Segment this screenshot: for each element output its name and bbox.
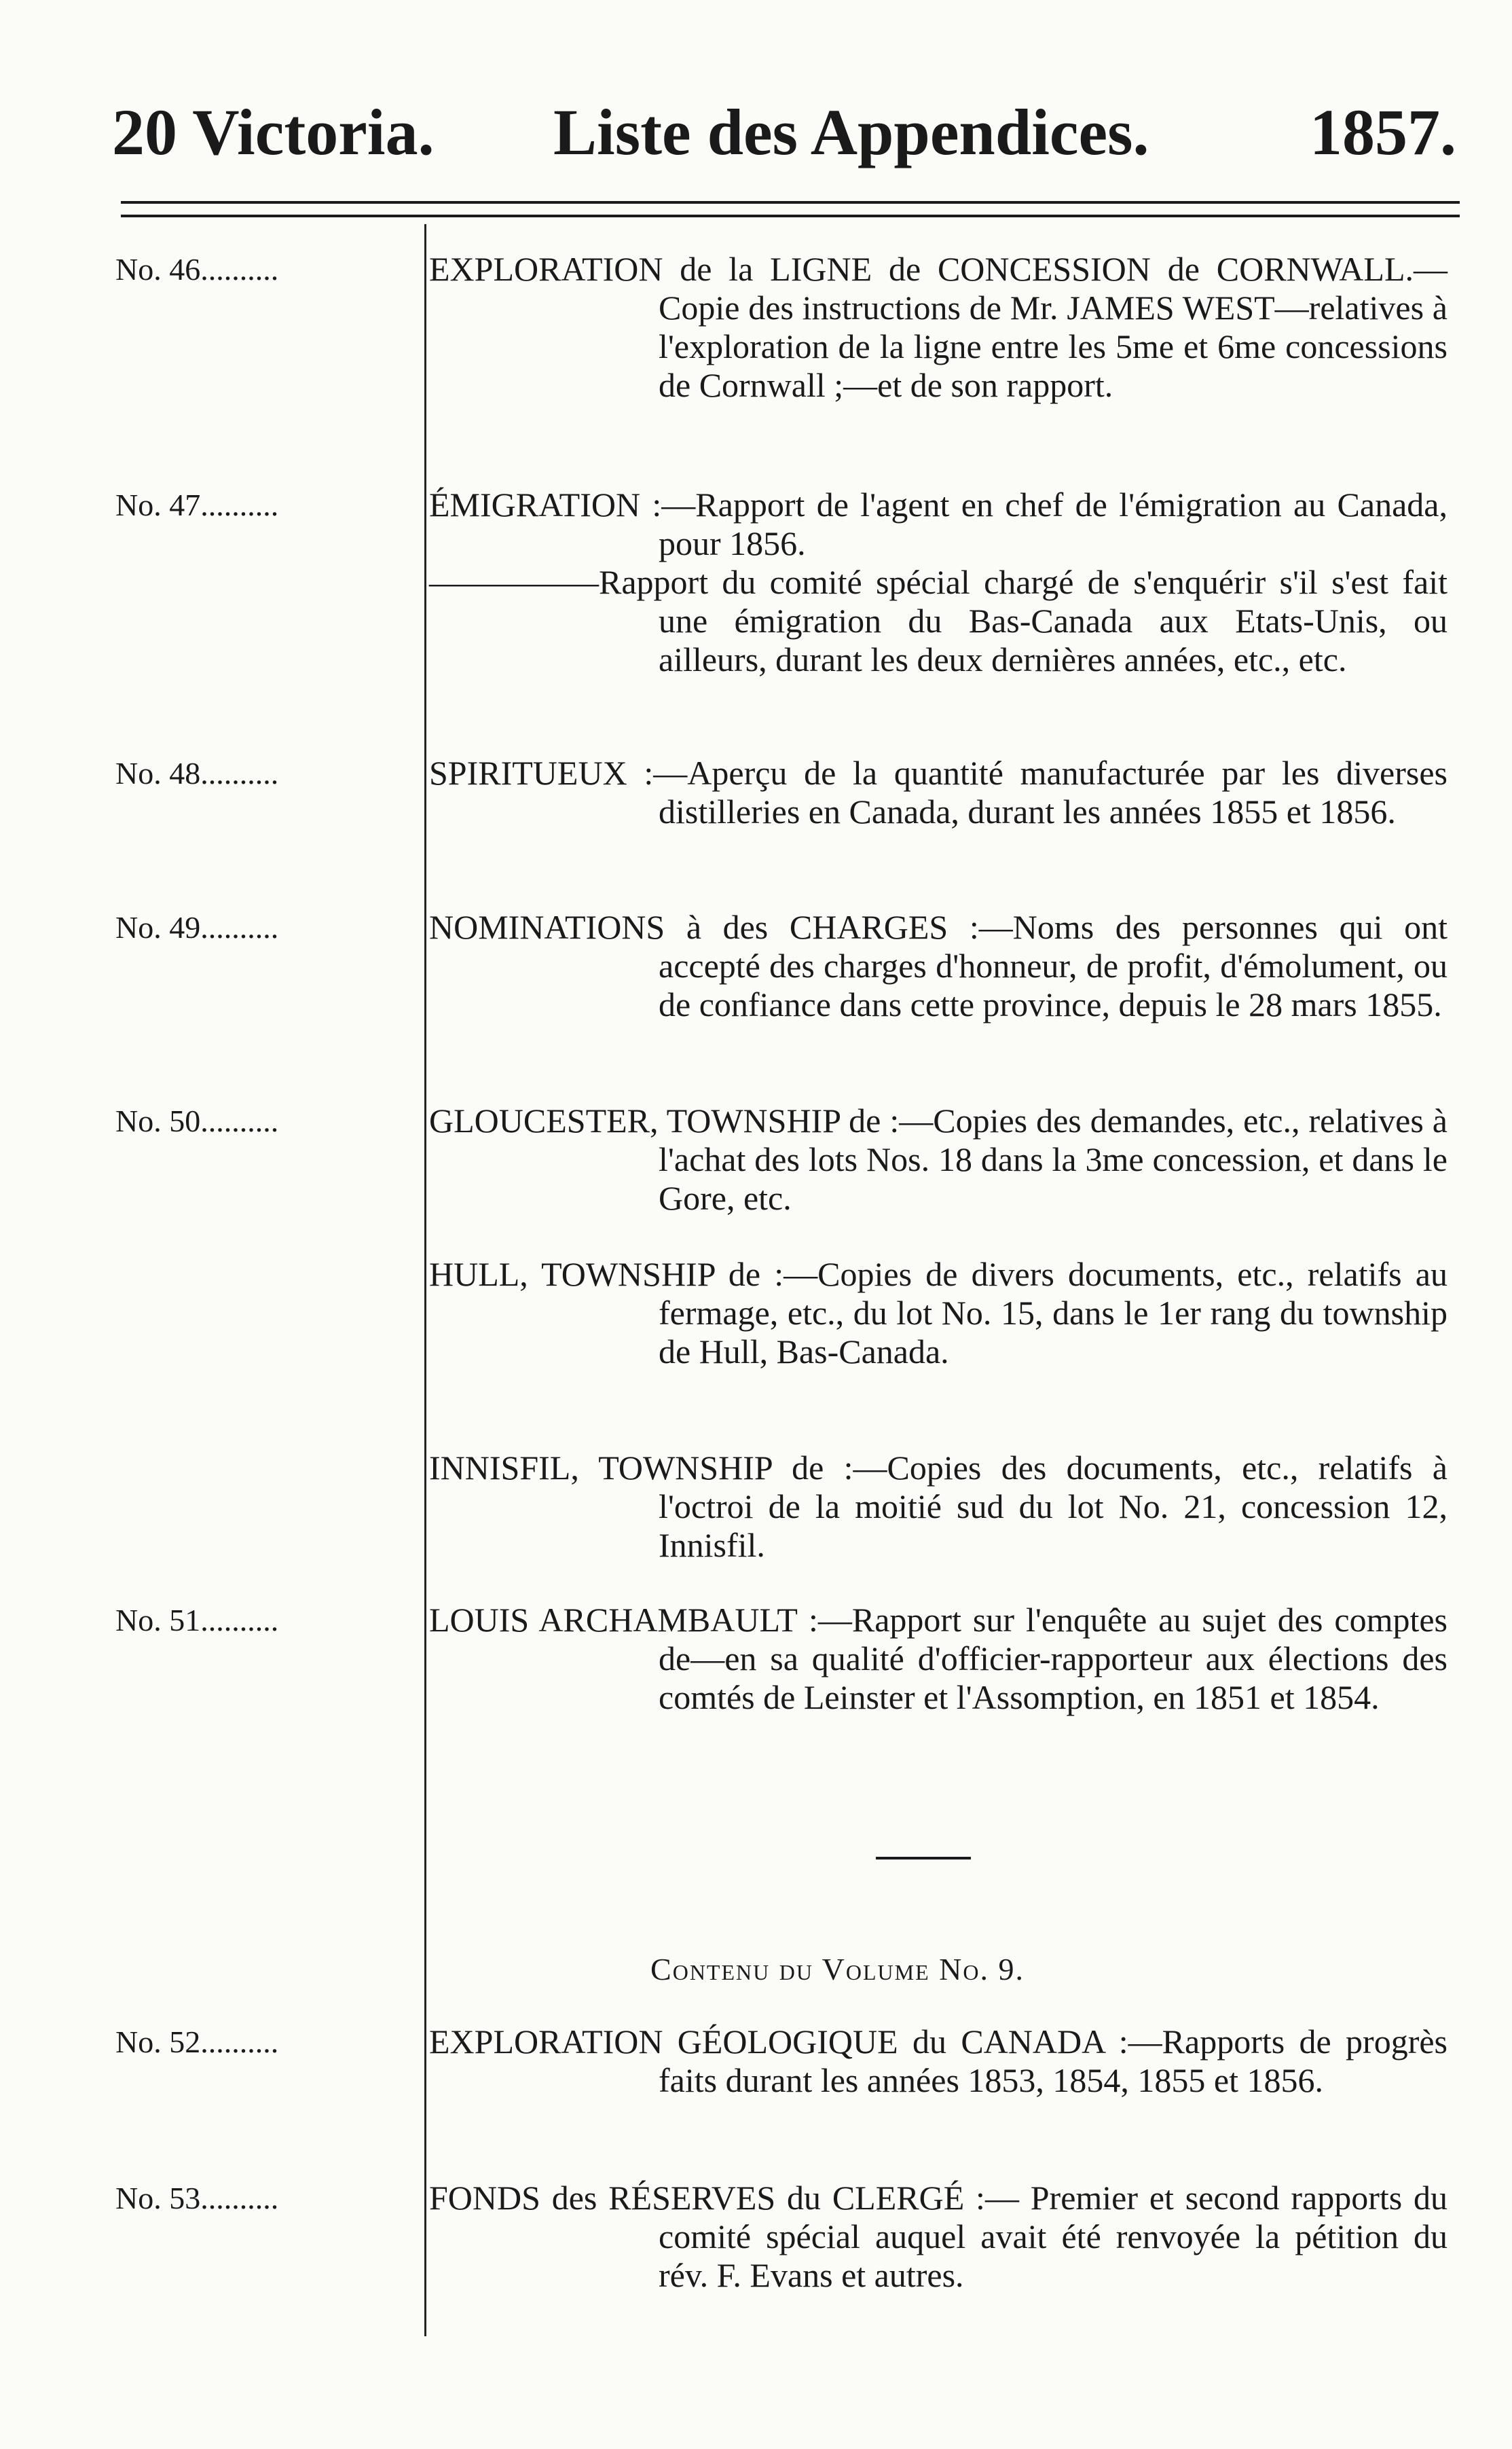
entry-number: No. 49.......... [115,910,279,945]
entry-paragraph: FONDS des RÉSERVES du CLERGÉ :— Premier et second rapports du comité spécial auquel avait été renvoyée la pétition du rév. F. Evans et autres. [429,2179,1448,2294]
entry-paragraph: EXPLORATION de la LIGNE de CONCESSION de CORNWALL.—Copie des instructions de Mr. JAMES WEST—relatives à l'exploration de la ligne entre les 5me et 6me concessions de Cornwall ;—et de son rapport. [429,250,1448,404]
header-rule-bottom [121,215,1460,217]
entry-description [429,1255,1448,1371]
entry-description [429,908,1448,1024]
entry-paragraph: GLOUCESTER, TOWNSHIP de :—Copies des demandes, etc., relatives à l'achat des lots Nos. 18 dans la 3me concession, et dans le Gore, etc. [429,1102,1448,1217]
entry-description [429,1449,1448,1565]
header-year: 1857. [1310,96,1456,168]
header-title: Liste des Appendices. [553,96,1149,168]
volume-heading [0,1949,1512,1990]
entry-paragraph: INNISFIL, TOWNSHIP de :—Copies des documents, etc., relatifs à l'octroi de la moitié sud du lot No. 21, concession 12, Innisfil. [429,1449,1448,1564]
entry-number: No. 46.......... [115,252,279,287]
entry-description [429,250,1448,405]
entry-paragraph: EXPLORATION GÉOLOGIQUE du CANADA :—Rapports de progrès faits durant les années 1853, 1854, 1855 et 1856. [429,2022,1448,2099]
entry-number: No. 53.......... [115,2181,279,2215]
header-session: 20 Victoria. [112,96,435,168]
entry-description [429,1102,1448,1218]
entry-paragraph: —————Rapport du comité spécial chargé de s'enquérir s'il s'est fait une émigration du Bas-Canada aux Etats-Unis, ou ailleurs, durant les deux dernières années, etc., etc. [429,563,1448,678]
entry-description [429,2179,1448,2295]
entry-number: No. 51.......... [115,1603,279,1637]
page-header [112,96,1456,168]
entry-paragraph: LOUIS ARCHAMBAULT :—Rapport sur l'enquête au sujet des comptes de—en sa qualité d'officier-rapporteur aux élections des comtés de Leinster et l'Assomption, en 1851 et 1854. [429,1601,1448,1716]
entry-description [429,754,1448,831]
entry-number: No. 47.......... [115,488,279,522]
volume-heading-text: Contenu du Volume No. 9. [650,1952,1025,1987]
header-rule-top [121,201,1460,204]
entry-number: No. 48.......... [115,756,279,791]
section-separator [876,1857,971,1860]
entry-number: No. 52.......... [115,2025,279,2059]
entry-paragraph: SPIRITUEUX :—Aperçu de la quantité manufacturée par les diverses distilleries en Canada, durant les années 1855 et 1856. [429,754,1448,831]
entry-number: No. 50.......... [115,1104,279,1138]
entry-description [429,2022,1448,2100]
entry-description [429,1601,1448,1717]
column-divider [424,224,426,2336]
entry-description [429,486,1448,679]
entry-paragraph: HULL, TOWNSHIP de :—Copies de divers documents, etc., relatifs au fermage, etc., du lot No. 15, dans le 1er rang du township de Hull, Bas-Canada. [429,1255,1448,1371]
entry-paragraph: NOMINATIONS à des CHARGES :—Noms des personnes qui ont accepté des charges d'honneur, de profit, d'émolument, ou de confiance dans cette province, depuis le 28 mars 1855. [429,908,1448,1023]
entry-paragraph: ÉMIGRATION :—Rapport de l'agent en chef de l'émigration au Canada, pour 1856. [429,486,1448,562]
